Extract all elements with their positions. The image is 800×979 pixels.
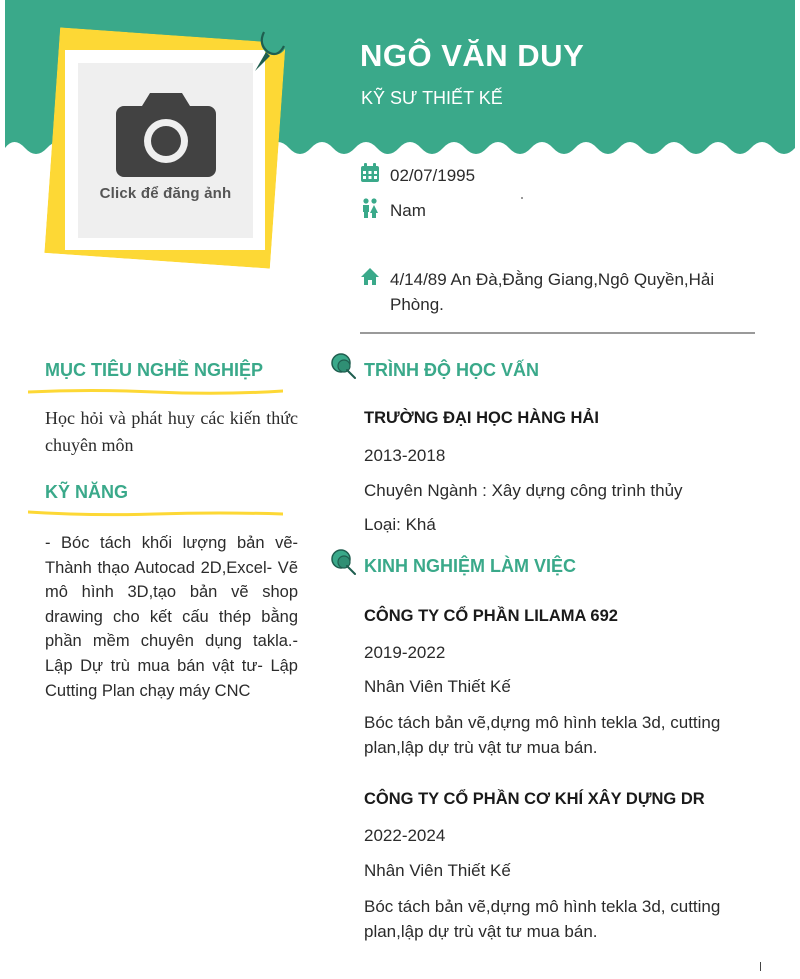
header-divider [360, 332, 755, 334]
stray-dot [521, 197, 523, 199]
job-company: CÔNG TY CỔ PHẦN LILAMA 692 [364, 607, 618, 625]
education-major: Chuyên Ngành : Xây dựng công trình thủy [364, 481, 683, 500]
education-period: 2013-2018 [364, 446, 446, 465]
job-title: KỸ SƯ THIẾT KẾ [361, 88, 503, 108]
photo-caption: Click để đăng ảnh [99, 185, 232, 202]
skills-underline [28, 509, 283, 519]
gender-row [360, 198, 426, 223]
education-grade: Loại: Khá [364, 515, 436, 534]
pin-icon [252, 26, 290, 74]
school-name: TRƯỜNG ĐẠI HỌC HÀNG HẢI [364, 409, 599, 427]
page-edge-mark [760, 962, 761, 971]
skills-heading: KỸ NĂNG [45, 482, 129, 502]
pushpin-icon [330, 548, 356, 576]
photo-upload[interactable] [78, 63, 253, 238]
gender-value: Nam [390, 201, 426, 220]
job-role: Nhân Viên Thiết Kế [364, 861, 511, 880]
address-value: 4/14/89 An Đà,Đằng Giang,Ngô Quyền,Hải Phòng. [390, 270, 715, 314]
objective-text: Học hỏi và phát huy các kiến thức chuyên môn [45, 408, 298, 455]
education-heading: TRÌNH ĐỘ HỌC VẤN [364, 360, 539, 380]
job-description: Bóc tách bản vẽ,dựng mô hình tekla 3d, cutting plan,lập dự trù vật tư mua bán. [364, 713, 721, 757]
birthday-row [360, 163, 475, 188]
birthday-value: 02/07/1995 [390, 166, 476, 185]
job-period: 2022-2024 [364, 826, 446, 845]
objective-heading: MỤC TIÊU NGHỀ NGHIỆP [45, 360, 264, 380]
camera-icon [114, 89, 218, 179]
calendar-icon [360, 163, 380, 183]
gender-icon [360, 198, 380, 218]
job-role: Nhân Viên Thiết Kế [364, 677, 511, 696]
candidate-name: NGÔ VĂN DUY [360, 38, 585, 73]
address-row [360, 267, 755, 317]
pushpin-icon [330, 352, 356, 380]
job-period: 2019-2022 [364, 643, 446, 662]
job-description: Bóc tách bản vẽ,dựng mô hình tekla 3d, cutting plan,lập dự trù vật tư mua bán. [364, 897, 721, 941]
objective-underline [28, 387, 283, 397]
experience-heading: KINH NGHIỆM LÀM VIỆC [364, 556, 577, 576]
job-company: CÔNG TY CỔ PHẦN CƠ KHÍ XÂY DỰNG DR [364, 790, 705, 808]
home-icon [360, 267, 380, 287]
skills-text: - Bóc tách khối lượng bản vẽ- Thành thạo Autocad 2D,Excel- Vẽ mô hình 3D,tạo bản vẽ shop drawing cho kết cấu thép bằng phần mềm chuyên dụng takla.- Lập Dự trù mua bán vật tư- Lập Cutting Plan chạy máy CNC [45, 534, 298, 700]
